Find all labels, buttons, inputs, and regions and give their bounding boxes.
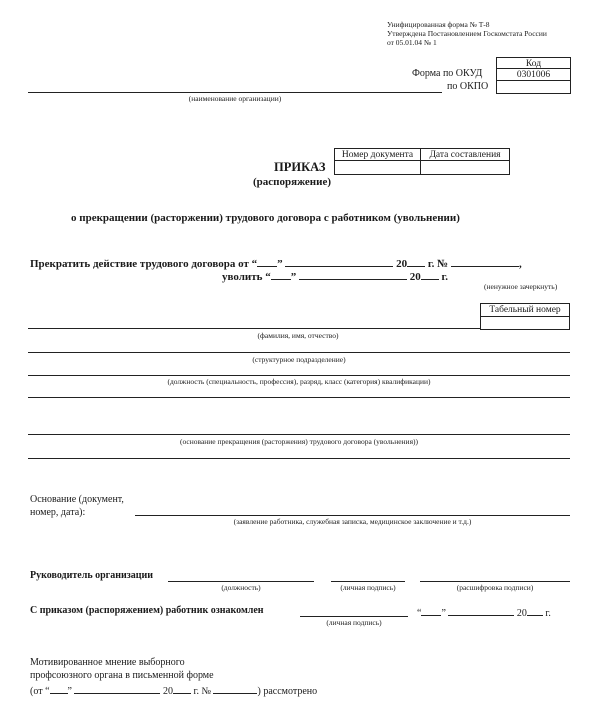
tabel-number-header: Табельный номер: [480, 303, 570, 317]
head-position-caption: (должность): [221, 583, 261, 592]
basis-label: Основание (документ, номер, дата):: [30, 494, 124, 518]
strike-note: (ненужное зачеркнуть): [484, 282, 558, 291]
dept-caption: (структурное подразделение): [252, 355, 346, 364]
okpo-label: по ОКПО: [447, 81, 489, 92]
acquainted-signature-caption: (личная подпись): [326, 618, 382, 627]
union-line-2: профсоюзного органа в письменной форме: [30, 670, 214, 681]
dismiss-month-field[interactable]: [299, 268, 407, 280]
acquainted-date: “ ” 20 г.: [417, 604, 551, 619]
reason-line-2[interactable]: [28, 458, 570, 459]
doc-date-header: Дата составления: [420, 148, 510, 161]
reason-line[interactable]: [28, 434, 570, 435]
dept-line[interactable]: [28, 352, 570, 353]
head-signature-line[interactable]: [331, 581, 405, 582]
head-decode-line[interactable]: [420, 581, 570, 582]
dismiss-row: уволить “ ” 20 г.: [222, 268, 448, 283]
org-name-line[interactable]: [28, 92, 442, 93]
acquainted-year-field[interactable]: [527, 604, 543, 616]
basis-line[interactable]: [135, 515, 570, 516]
fio-caption: (фамилия, имя, отчество): [257, 331, 339, 340]
doc-number-field[interactable]: [334, 160, 421, 175]
dismiss-day-field[interactable]: [271, 268, 291, 280]
form-approval: Утверждена Постановлением Госкомстата России: [387, 29, 547, 38]
order-subject: о прекращении (расторжении) трудового договора с работником (увольнении): [71, 212, 460, 224]
tabel-number-field[interactable]: [480, 316, 570, 330]
terminate-year-field[interactable]: [407, 255, 425, 267]
acquainted-month-field[interactable]: [448, 604, 514, 616]
okud-label: Форма по ОКУД: [412, 68, 483, 79]
head-position-line[interactable]: [168, 581, 314, 582]
acquainted-signature-line[interactable]: [300, 616, 408, 617]
head-signature-caption: (личная подпись): [340, 583, 396, 592]
union-number-field[interactable]: [213, 682, 257, 694]
terminate-row: Прекратить действие трудового договора от “ ” 20 г. № ,: [30, 255, 522, 270]
union-line-1: Мотивированное мнение выборного: [30, 657, 185, 668]
kod-header: Код: [496, 57, 571, 69]
acquainted-day-field[interactable]: [421, 604, 441, 616]
reason-caption: (основание прекращения (расторжения) трудового договора (увольнения)): [179, 437, 419, 446]
terminate-month-field[interactable]: [285, 255, 393, 267]
contract-number-field[interactable]: [451, 255, 519, 267]
union-opinion: [30, 656, 317, 698]
basis-caption: (заявление работника, служебная записка, медицинское заключение и т.д.): [233, 517, 472, 526]
acquainted-label: С приказом (распоряжением) работник ознакомлен: [30, 605, 264, 616]
okpo-value[interactable]: [496, 80, 571, 94]
okud-value: 0301006: [496, 68, 571, 81]
union-day-field[interactable]: [50, 682, 68, 694]
order-title: ПРИКАЗ: [274, 160, 326, 174]
dismiss-text: уволить: [222, 271, 263, 283]
form-number: Унифицированная форма № Т-8: [387, 20, 490, 29]
terminate-day-field[interactable]: [257, 255, 277, 267]
dismiss-year-field[interactable]: [421, 268, 439, 280]
doc-number-header: Номер документа: [334, 148, 421, 161]
position-line[interactable]: [28, 375, 570, 376]
form-approval-date: от 05.01.04 № 1: [387, 38, 437, 47]
head-label: Руководитель организации: [30, 570, 154, 581]
union-month-field[interactable]: [74, 682, 160, 694]
fio-line[interactable]: [28, 328, 480, 329]
union-year-field[interactable]: [173, 682, 191, 694]
position-line-2[interactable]: [28, 397, 570, 398]
order-subtitle: (распоряжение): [253, 176, 332, 188]
form-header: [387, 20, 547, 47]
position-caption: (должность (специальность, профессия), разряд, класс (категория) квалификации): [167, 377, 431, 386]
org-caption: (наименование организации): [188, 94, 282, 103]
terminate-text: Прекратить действие трудового договора от: [30, 258, 249, 270]
union-line-3: (от “ ” 20 г. № ) рассмотрено: [30, 682, 317, 698]
head-decode-caption: (расшифровка подписи): [456, 583, 534, 592]
doc-date-field[interactable]: [420, 160, 510, 175]
